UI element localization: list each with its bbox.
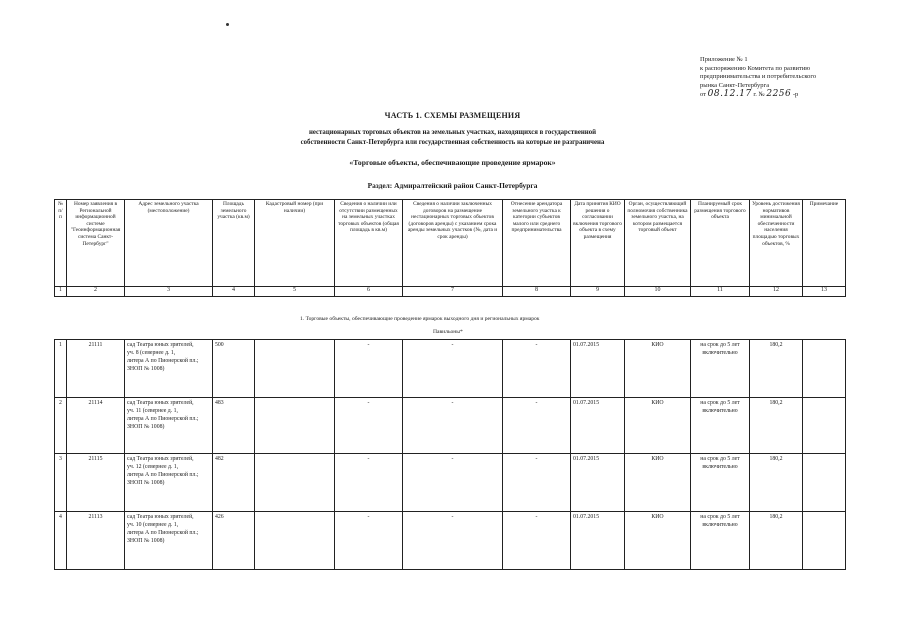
application-number: 21111: [67, 340, 125, 398]
header-cell: Планируемый срок размещения торгового объекта: [691, 200, 750, 287]
appendix-date-line: [700, 90, 816, 100]
column-number: 7: [403, 287, 503, 297]
cadastral-cell: [255, 454, 335, 512]
header-cell: Орган, осуществляющий полномочия собственника земельного участка, на котором размещается торговый объект: [625, 200, 691, 287]
column-number: 3: [125, 287, 213, 297]
note-cell: [803, 340, 846, 398]
address-line: ЗНОП № 1008): [127, 366, 165, 372]
contracts-cell: -: [403, 512, 503, 570]
decision-date-cell: 01.07.2015: [571, 454, 625, 512]
address-line: ЗНОП № 1008): [127, 480, 165, 486]
address-line: уч. 8 (севернее д. 1,: [127, 350, 176, 356]
appendix-mid: г. №: [753, 91, 765, 99]
term-cell: [691, 340, 750, 398]
handwritten-number: 2256: [766, 89, 792, 100]
column-number: 5: [255, 287, 335, 297]
address-line: уч. 11 (севернее д. 1,: [127, 408, 178, 414]
contracts-cell: -: [403, 340, 503, 398]
contracts-cell: -: [403, 454, 503, 512]
table-row: [55, 512, 846, 570]
owner-cell: КИО: [625, 398, 691, 454]
address-cell: [125, 340, 213, 398]
term-line: включительно: [702, 522, 738, 528]
address-line: литера А по Пионерской пл.;: [127, 530, 199, 536]
table-row: [55, 398, 846, 454]
column-number: 2: [67, 287, 125, 297]
header-cell: Уровень достижения нормативов минимальной обеспеченности населения площадью торговых объектов, %: [750, 200, 803, 287]
column-number: 10: [625, 287, 691, 297]
owner-cell: КИО: [625, 454, 691, 512]
address-line: ЗНОП № 1008): [127, 424, 165, 430]
scan-speck: [226, 23, 229, 26]
objects-cell: -: [335, 340, 403, 398]
cadastral-cell: [255, 512, 335, 570]
appendix-prefix: от: [700, 91, 707, 99]
header-cell: Кадастровый номер (при наличии): [255, 200, 335, 287]
column-number: 13: [803, 287, 846, 297]
header-row: [55, 200, 846, 287]
header-cell: Адрес земельного участка (местоположение): [125, 200, 213, 287]
term-line: на срок до 5 лет: [700, 456, 740, 462]
objects-cell: -: [335, 454, 403, 512]
subtitle-line: нестационарных торговых объектов на земельных участках, находящихся в государственной: [308, 129, 597, 136]
level-cell: 180,2: [750, 512, 803, 570]
decision-date-cell: 01.07.2015: [571, 340, 625, 398]
column-number: 11: [691, 287, 750, 297]
row-number: 4: [55, 512, 67, 570]
header-cell: Номер заявления в Региональной информационной системе "Геоинформационная система Санкт-Петербург": [67, 200, 125, 287]
term-line: включительно: [702, 464, 738, 470]
column-number: 1: [55, 287, 67, 297]
area-cell: 483: [213, 398, 255, 454]
address-line: литера А по Пионерской пл.;: [127, 416, 199, 422]
district-title: Раздел: Адмиралтейский район Санкт-Петербурга: [367, 181, 538, 190]
term-cell: [691, 512, 750, 570]
category-title: «Торговые объекты, обеспечивающие проведение ярмарок»: [349, 158, 556, 167]
term-line: на срок до 5 лет: [700, 400, 740, 406]
appendix-line: к распоряжению Комитета по развитию: [700, 64, 811, 72]
header-cell: Сведения о наличии заключенных договоров на размещение нестационарных торговых объектов (договоров аренды) с указанием срока аренды земельных участков (№, дата и срок аренды): [403, 200, 503, 287]
sme-cell: -: [503, 398, 571, 454]
column-number: 9: [571, 287, 625, 297]
address-line: уч. 12 (севернее д. 1,: [127, 464, 179, 470]
address-cell: [125, 454, 213, 512]
note-cell: [803, 454, 846, 512]
address-line: литера А по Пионерской пл.;: [127, 358, 199, 364]
header-cell: Площадь земельного участка (кв.м): [213, 200, 255, 287]
address-cell: [125, 398, 213, 454]
column-number: 4: [213, 287, 255, 297]
address-line: сад Театра юных зрителей,: [127, 456, 194, 462]
cadastral-cell: [255, 398, 335, 454]
level-cell: 180,2: [750, 340, 803, 398]
term-cell: [691, 398, 750, 454]
appendix-line: Приложение № 1: [700, 56, 748, 63]
header-cell: Сведения о наличии или отсутствии размещенных на земельных участках торговых объектов (общая площадь в кв.м): [335, 200, 403, 287]
row-number: 3: [55, 454, 67, 512]
application-number: 21113: [67, 512, 125, 570]
appendix-line: рынка Санкт-Петербурга: [700, 81, 770, 89]
note-cell: [803, 398, 846, 454]
application-number: 21114: [67, 398, 125, 454]
address-line: литера А по Пионерской пл.;: [127, 472, 199, 478]
column-number: 6: [335, 287, 403, 297]
row-number: 1: [55, 340, 67, 398]
subtitle-line: собственности Санкт-Петербурга или государственная собственность на которые не разграничена: [300, 138, 605, 146]
table-row: [55, 454, 846, 512]
area-cell: 426: [213, 512, 255, 570]
address-line: ЗНОП № 1008): [127, 538, 165, 544]
objects-cell: -: [335, 398, 403, 454]
appendix-note: [700, 56, 816, 100]
header-cell: Дата принятия КИО решения о согласовании включения торгового объекта в схему размещения: [571, 200, 625, 287]
contracts-cell: -: [403, 398, 503, 454]
term-cell: [691, 454, 750, 512]
address-line: сад Театра юных зрителей,: [127, 400, 194, 406]
header-cell: Примечание: [803, 200, 846, 287]
note-cell: [803, 512, 846, 570]
objects-cell: -: [335, 512, 403, 570]
sme-cell: -: [503, 512, 571, 570]
term-line: на срок до 5 лет: [700, 514, 740, 520]
address-line: сад Театра юных зрителей,: [127, 514, 194, 520]
decision-date-cell: 01.07.2015: [571, 512, 625, 570]
term-line: включительно: [702, 408, 738, 414]
part-title: ЧАСТЬ 1. СХЕМЫ РАЗМЕЩЕНИЯ: [384, 111, 521, 120]
handwritten-date: 08.12.17: [707, 89, 752, 100]
decision-date-cell: 01.07.2015: [571, 398, 625, 454]
row-number: 2: [55, 398, 67, 454]
document-subtitle: [0, 128, 905, 147]
address-line: сад Театра юных зрителей,: [127, 342, 194, 348]
cadastral-cell: [255, 340, 335, 398]
area-cell: 500: [213, 340, 255, 398]
term-line: на срок до 5 лет: [700, 342, 740, 348]
appendix-suffix: -р: [792, 91, 799, 99]
sme-cell: -: [503, 340, 571, 398]
appendix-line: предпринимательства и потребительского: [700, 73, 817, 81]
owner-cell: КИО: [625, 340, 691, 398]
column-number: 8: [503, 287, 571, 297]
data-table: [54, 339, 846, 570]
address-line: уч. 10 (севернее д. 1,: [127, 522, 179, 528]
section-title: 1. Торговые объекты, обеспечивающие проведение ярмарок выходного дня и региональных ярмарок: [300, 316, 540, 322]
owner-cell: КИО: [625, 512, 691, 570]
header-cell: Отнесение арендатора земельного участка к категории субъектов малого или среднего предпринимательства: [503, 200, 571, 287]
level-cell: 180,2: [750, 454, 803, 512]
area-cell: 482: [213, 454, 255, 512]
address-cell: [125, 512, 213, 570]
table-row: [55, 340, 846, 398]
sme-cell: -: [503, 454, 571, 512]
header-cell: № п/п: [55, 200, 67, 287]
column-number-row: [55, 287, 846, 297]
section-subtitle: Павильоны*: [433, 329, 463, 335]
term-line: включительно: [702, 350, 738, 356]
level-cell: 180,2: [750, 398, 803, 454]
column-number: 12: [750, 287, 803, 297]
application-number: 21115: [67, 454, 125, 512]
header-table: [54, 199, 846, 297]
